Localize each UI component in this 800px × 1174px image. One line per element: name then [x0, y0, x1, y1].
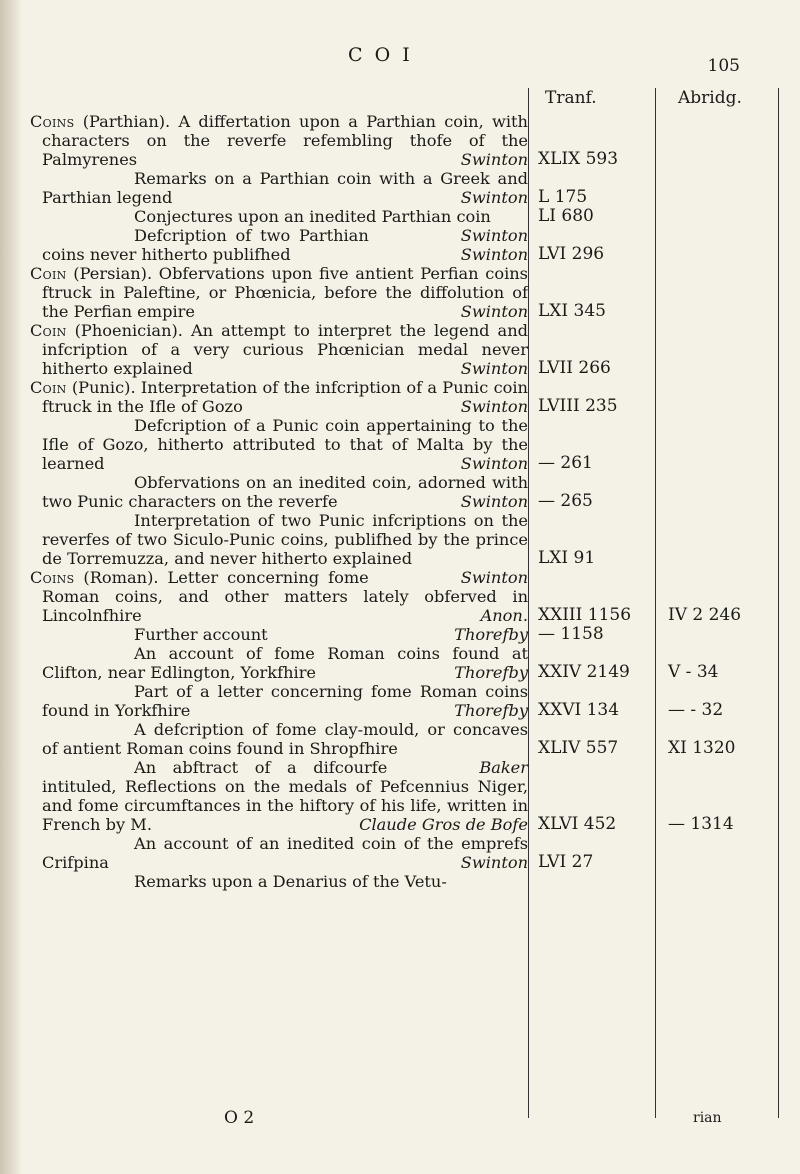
entry-author: Thorefby — [454, 663, 528, 682]
entry-text: Remarks on a Parthian coin with a Greek and Parthian legend — [42, 169, 528, 207]
index-entries — [30, 112, 774, 891]
entry-author: Swinton — [460, 397, 528, 416]
transactions-reference: XXIV 2149 — [538, 662, 630, 682]
entry-text: An account of an inedited coin of the emprefs Crifpina — [42, 834, 528, 872]
index-entry — [30, 416, 774, 473]
column-header-tranf: Tranf. — [545, 88, 597, 108]
transactions-reference: XLIX 593 — [538, 149, 619, 169]
entry-heading: Coins — [30, 568, 75, 587]
entry-text: An abftract of a difcourfe intituled, Reflections on the medals of Pefcennius Niger, and fome circumftances in the hiftory of his life, written in French by M. — [42, 758, 528, 834]
transactions-reference: LVI 27 — [538, 852, 594, 872]
entry-text: Obfervations on an inedited coin, adorned with two Punic characters on the reverfe — [42, 473, 528, 511]
entry-author: Swinton — [460, 150, 528, 169]
index-entry — [30, 682, 774, 720]
entry-description — [30, 872, 528, 891]
entry-text: (Parthian). A differtation upon a Parthian coin, with characters on the reverfe refembling thofe of the Palmyrenes — [42, 112, 528, 169]
entry-author: Swinton — [460, 302, 528, 321]
entry-description — [30, 758, 528, 834]
entry-description — [30, 321, 528, 378]
column-header-abridg: Abridg. — [678, 88, 742, 108]
entry-description — [30, 226, 528, 264]
signature-mark: O 2 — [224, 1108, 255, 1128]
transactions-reference: XXIII 1156 — [538, 605, 632, 625]
running-title: C O I — [348, 44, 413, 66]
abridgment-reference: — 1314 — [668, 814, 734, 834]
abridgment-reference: V - 34 — [668, 662, 719, 682]
entry-heading: Coin — [30, 378, 67, 397]
entry-author: Baker — [479, 758, 528, 777]
index-entry — [30, 112, 774, 169]
entry-text: An account of fome Roman coins found at Clifton, near Edlington, Yorkfhire — [42, 644, 528, 682]
index-entry — [30, 644, 774, 682]
entry-description — [30, 625, 528, 644]
abridgment-reference: XI 1320 — [668, 738, 736, 758]
entry-text: Remarks upon a Denarius of the Vetu- — [134, 872, 447, 891]
page-number: 105 — [707, 56, 740, 76]
column-rule — [778, 88, 779, 1118]
entry-text: (Punic). Interpretation of the infcription of a Punic coin ftruck in the Ifle of Gozo — [42, 378, 528, 416]
entry-text: (Phoenician). An attempt to interpret the legend and infcription of a very curious Phœnician medal never hitherto explained — [42, 321, 528, 378]
entry-text: (Persian). Obfervations upon five antient Perfian coins ftruck in Paleftine, or Phœnicia, before the diffolution of the Perfian empire — [42, 264, 528, 321]
index-entry — [30, 511, 774, 587]
transactions-reference: XLVI 452 — [538, 814, 617, 834]
transactions-reference: — 265 — [538, 491, 593, 511]
entry-text: (Roman). Letter concerning fome Roman coins, and other matters lately obferved in Lincolnfhire — [42, 568, 528, 625]
entry-author: Anon. — [480, 606, 528, 625]
entry-description — [30, 112, 528, 169]
entry-author: Swinton — [460, 492, 528, 511]
entry-author: Thorefby — [454, 625, 528, 644]
entry-heading: Coin — [30, 321, 67, 340]
entry-description — [30, 169, 528, 207]
entry-description — [30, 644, 528, 682]
transactions-reference: XLIV 557 — [538, 738, 619, 758]
abridgment-reference: — - 32 — [668, 700, 724, 720]
transactions-reference: LVI 296 — [538, 244, 605, 264]
entry-author: Swinton — [460, 359, 528, 378]
entry-description — [30, 473, 528, 511]
transactions-reference: L 175 — [538, 187, 588, 207]
entry-description — [30, 264, 528, 321]
entry-description — [30, 720, 528, 777]
entry-author: Claude Gros de Bofe — [359, 815, 528, 834]
transactions-reference: LXI 345 — [538, 301, 606, 321]
index-entry — [30, 720, 774, 777]
index-entry — [30, 321, 774, 378]
index-entry — [30, 264, 774, 321]
transactions-reference: LVII 266 — [538, 358, 611, 378]
transactions-reference: — 261 — [538, 453, 593, 473]
transactions-reference: LXI 91 — [538, 548, 596, 568]
index-entry — [30, 568, 774, 625]
entry-text: Defcription of two Parthian coins never hitherto publifhed — [42, 226, 369, 264]
index-entry — [30, 169, 774, 207]
entry-text: Defcription of a Punic coin appertaining to the Ifle of Gozo, hitherto attributed to that of Malta by the learned — [42, 416, 528, 473]
entry-description — [30, 511, 528, 587]
catchword: rian — [693, 1110, 722, 1126]
entry-author: Swinton — [460, 568, 528, 587]
entry-author: Swinton — [460, 853, 528, 872]
entry-description — [30, 682, 528, 720]
index-entry — [30, 758, 774, 834]
transactions-reference: LVIII 235 — [538, 396, 618, 416]
entry-description — [30, 834, 528, 872]
entry-text: A defcription of fome clay-mould, or concaves of antient Roman coins found in Shropfhire — [42, 720, 528, 758]
entry-author: Swinton — [460, 245, 528, 264]
index-entry — [30, 872, 774, 891]
entry-description — [30, 568, 528, 625]
entry-text: Further account — [134, 625, 268, 644]
index-entry — [30, 378, 774, 416]
entry-description — [30, 378, 528, 416]
entry-heading: Coin — [30, 264, 67, 283]
entry-author: Thorefby — [454, 701, 528, 720]
transactions-reference: LI 680 — [538, 206, 594, 226]
entry-heading: Coins — [30, 112, 75, 131]
abridgment-reference: IV 2 246 — [668, 605, 742, 625]
index-entry — [30, 834, 774, 872]
index-entry — [30, 473, 774, 511]
transactions-reference: XXVI 134 — [538, 700, 620, 720]
entry-author: Swinton — [460, 226, 528, 245]
entry-author: Swinton — [460, 454, 528, 473]
index-entry — [30, 226, 774, 264]
transactions-reference: — 1158 — [538, 624, 604, 644]
entry-text: Part of a letter concerning fome Roman coins found in Yorkfhire — [42, 682, 528, 720]
entry-author: Swinton — [460, 188, 528, 207]
entry-text: Conjectures upon an inedited Parthian coin — [134, 207, 491, 226]
index-entry — [30, 625, 774, 644]
binding-gutter — [0, 0, 22, 1174]
entry-description — [30, 416, 528, 473]
entry-text: Interpretation of two Punic infcriptions on the reverfes of two Siculo-Punic coins, publifhed by the prince de Torremuzza, and never hitherto explained — [42, 511, 528, 568]
